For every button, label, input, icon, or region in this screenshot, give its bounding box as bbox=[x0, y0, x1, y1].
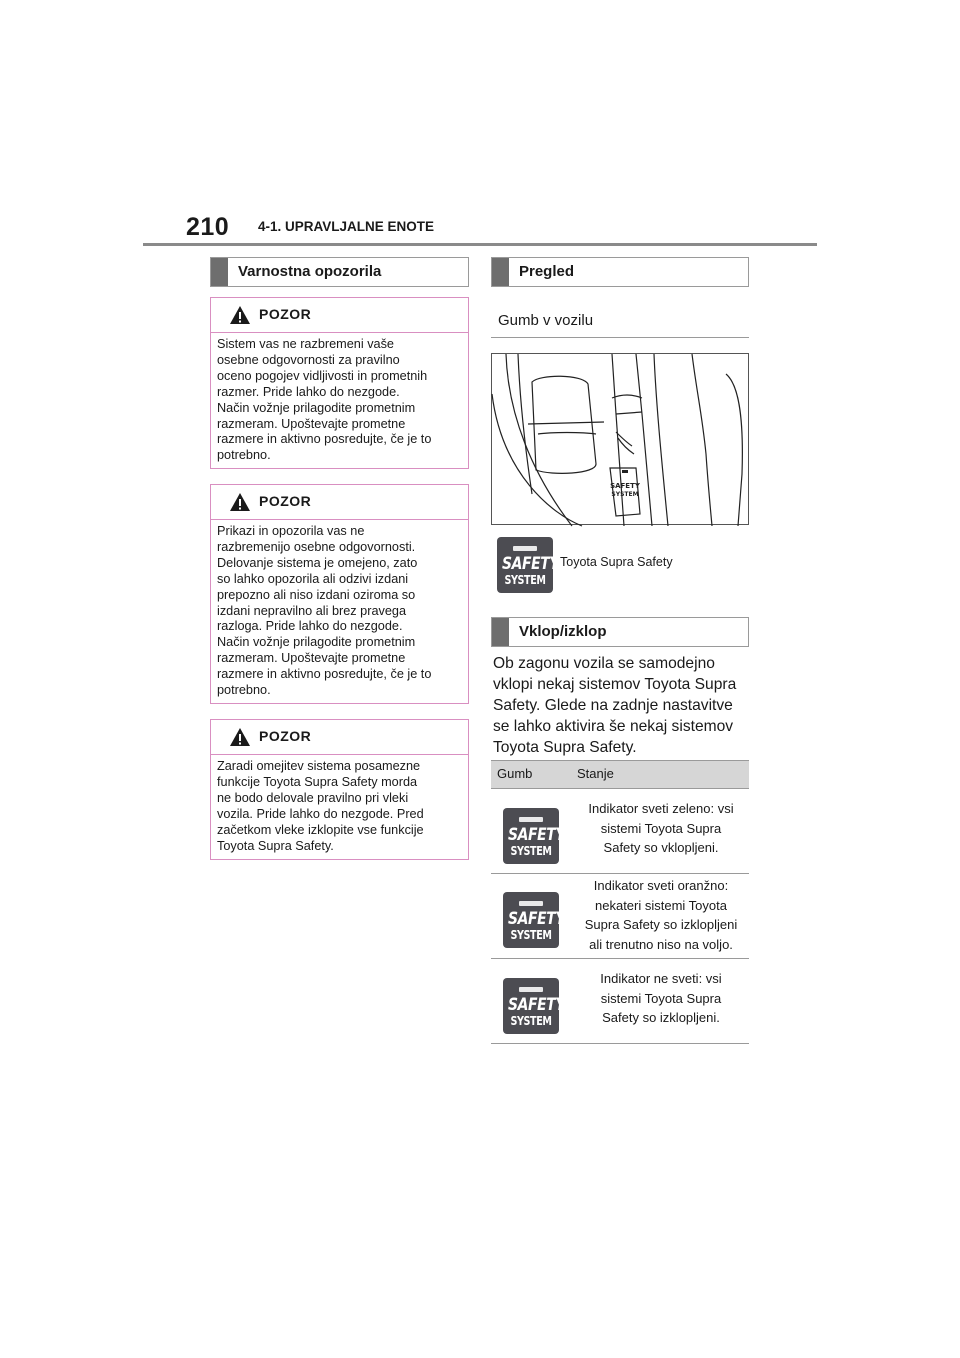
table-row bbox=[491, 874, 749, 959]
column-header-state: Stanje bbox=[577, 766, 614, 781]
safety-system-icon bbox=[503, 808, 566, 864]
section-title: Varnostna opozorila bbox=[238, 263, 382, 280]
caution-header bbox=[211, 298, 468, 333]
icon-word-safety: SAFETY bbox=[508, 909, 566, 929]
warning-triangle-icon bbox=[229, 305, 251, 325]
icon-word-safety: SAFETY bbox=[508, 825, 566, 845]
page-number: 210 bbox=[186, 213, 230, 241]
column-header-button: Gumb bbox=[497, 766, 533, 781]
chapter-title: 4-1. UPRAVLJALNE ENOTE bbox=[258, 219, 435, 234]
indicator-bar bbox=[519, 817, 543, 822]
section-heading-on-off bbox=[491, 617, 749, 647]
subheading-rule bbox=[491, 337, 749, 338]
caution-label: POZOR bbox=[259, 306, 312, 322]
header-rule bbox=[143, 243, 817, 246]
warning-triangle-icon bbox=[229, 492, 251, 512]
indicator-bar bbox=[519, 987, 543, 992]
safety-system-icon bbox=[497, 537, 560, 593]
caution-text: Zaradi omejitev sistema posamezne funkcije Toyota Supra Safety morda ne bodo delovale pravilno pri vleki vozila. Pride lahko do nezgode. Pred začetkom vleke izklopite vse funkcije Toyota Supra Safety. bbox=[217, 759, 424, 853]
heading-tab bbox=[492, 618, 509, 646]
caution-label: POZOR bbox=[259, 728, 312, 744]
icon-caption: Toyota Supra Safety bbox=[560, 555, 673, 569]
table-header-row bbox=[491, 760, 749, 789]
state-description: Indikator sveti zeleno: vsi sistemi Toyota Supra Safety so vklopljeni. bbox=[588, 801, 734, 855]
caution-header bbox=[211, 720, 468, 755]
status-table bbox=[491, 760, 749, 1044]
section-heading-overview bbox=[491, 257, 749, 287]
icon-word-safety: SAFETY bbox=[508, 995, 566, 1015]
caution-text: Prikazi in opozorila vas ne razbremenijo osebne odgovornosti. Delovanje sistema je omejeno, zato so lahko opozorila ali odzivi izdani prepozno ali niso izdani oziroma so izdani nepravilno ali brez pravega razloga. Pride lahko do nezgode. Način vožnje prilagodite prometnim razmeram. Upoštevajte prometne razmere in aktivno posredujte, če je to potrebno. bbox=[217, 524, 432, 698]
icon-word-safety: SAFETY bbox=[502, 554, 560, 574]
icon-word-system: SYSTEM bbox=[510, 928, 552, 942]
photo-button-label-line-1: SAFETY bbox=[610, 482, 640, 490]
safety-system-icon bbox=[503, 892, 566, 948]
indicator-bar bbox=[513, 546, 537, 551]
state-description: Indikator ne sveti: vsi sistemi Toyota Supra Safety so izklopljeni. bbox=[600, 971, 722, 1025]
caution-box-1 bbox=[210, 297, 469, 469]
button-in-vehicle-label: Gumb v vozilu bbox=[498, 312, 594, 329]
console-line-drawing bbox=[492, 354, 750, 526]
section-title: Vklop/izklop bbox=[519, 623, 607, 640]
table-row bbox=[491, 959, 749, 1044]
caution-text: Sistem vas ne razbremeni vaše osebne odgovornosti za pravilno oceno pogojev vidljivosti in prometnih razmer. Pride lahko do nezgode. Način vožnje prilagodite prometnim razmeram. Upoštevajte prometne razmere in aktivno posredujte, če je to potrebno. bbox=[217, 337, 432, 463]
vehicle-console-illustration bbox=[491, 353, 749, 525]
caution-box-3 bbox=[210, 719, 469, 860]
icon-word-system: SYSTEM bbox=[504, 573, 546, 587]
heading-tab bbox=[211, 258, 228, 286]
caution-header bbox=[211, 485, 468, 520]
body-paragraph: Ob zagonu vozila se samodejno vklopi nekaj sistemov Toyota Supra Safety. Glede na zadnje nastavitve se lahko aktivira še nekaj sistemov Toyota Supra Safety. bbox=[493, 655, 737, 756]
heading-tab bbox=[492, 258, 509, 286]
indicator-bar bbox=[519, 901, 543, 906]
section-heading-safety-warnings bbox=[210, 257, 469, 287]
photo-button-label-line-2: SYSTEM bbox=[611, 491, 639, 498]
section-title: Pregled bbox=[519, 263, 575, 280]
caution-box-2 bbox=[210, 484, 469, 704]
icon-word-system: SYSTEM bbox=[510, 844, 552, 858]
warning-triangle-icon bbox=[229, 727, 251, 747]
caution-label: POZOR bbox=[259, 493, 312, 509]
state-description: Indikator sveti oranžno: nekateri sistemi Toyota Supra Safety so izklopljeni ali trenutno niso na voljo. bbox=[584, 878, 738, 952]
table-row bbox=[491, 789, 749, 874]
safety-system-icon bbox=[503, 978, 566, 1034]
icon-word-system: SYSTEM bbox=[510, 1014, 552, 1028]
